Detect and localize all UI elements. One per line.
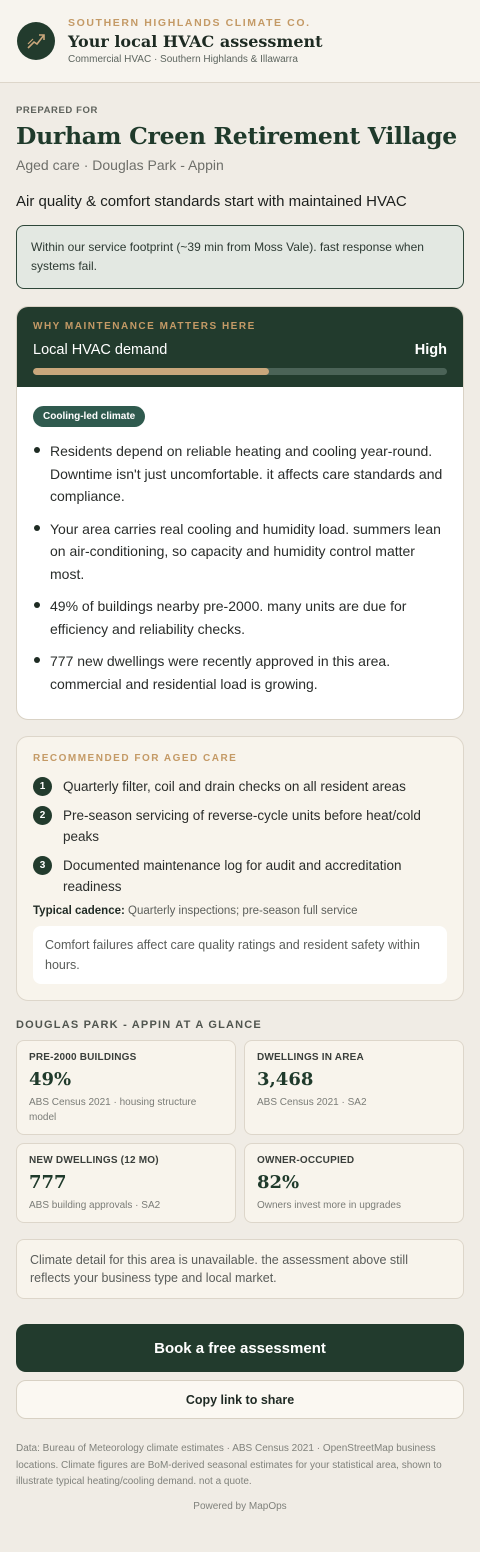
service-footprint-note: Within our service footprint (~39 min from Moss Vale). fast response when systems fail. (16, 225, 464, 289)
recommended-steps (33, 776, 447, 897)
demand-label: Local HVAC demand (33, 342, 168, 358)
climate-note: Climate detail for this area is unavailable. the assessment above still reflects your business type and local market. (16, 1239, 464, 1299)
stats-grid (16, 1040, 464, 1223)
why-bullets (33, 440, 447, 695)
main-content (0, 105, 480, 1512)
list-item: Your area carries real cooling and humidity load. summers lean on air-conditioning, so capacity and humidity control matter most. (33, 518, 447, 586)
bullet-icon (34, 447, 40, 453)
demand-level: High (414, 342, 447, 358)
step-number: 2 (33, 806, 52, 825)
client-meta: Aged care · Douglas Park - Appin (16, 157, 224, 173)
list-item: 3 Documented maintenance log for audit and accreditation readiness (33, 855, 447, 897)
list-item: 49% of buildings nearby pre-2000. many units are due for efficiency and reliability checks. (33, 595, 447, 640)
stat-card: NEW DWELLINGS (12 MO) 777 ABS building approvals · SA2 (16, 1143, 236, 1223)
bullet-icon (34, 525, 40, 531)
list-item: 777 new dwellings were recently approved in this area. commercial and residential load is growing. (33, 650, 447, 695)
list-item: 1 Quarterly filter, coil and drain checks on all resident areas (33, 776, 447, 797)
why-maintenance-card (16, 306, 464, 720)
list-item: 2 Pre-season servicing of reverse-cycle units before heat/cold peaks (33, 805, 447, 847)
rising-chart-icon (17, 22, 55, 60)
powered-by: Powered by MapOps (193, 1500, 287, 1512)
demand-row (33, 342, 447, 358)
stat-card: DWELLINGS IN AREA 3,468 ABS Census 2021 · SA2 (244, 1040, 464, 1135)
book-assessment-button[interactable]: Book a free assessment (16, 1324, 464, 1372)
brand-eyebrow: SOUTHERN HIGHLANDS CLIMATE CO. (68, 17, 311, 29)
step-number: 1 (33, 777, 52, 796)
app-header (0, 0, 480, 83)
why-eyebrow: WHY MAINTENANCE MATTERS HERE (33, 321, 256, 332)
recommended-note: Comfort failures affect care quality ratings and resident safety within hours. (33, 926, 447, 984)
why-card-body (17, 387, 463, 719)
brand-block (68, 17, 323, 65)
page-title: Your local HVAC assessment (68, 32, 323, 51)
prepared-for-label: PREPARED FOR (16, 105, 98, 116)
why-card-header (17, 307, 463, 387)
list-item: Residents depend on reliable heating and cooling year-round. Downtime isn't just uncomfortable. it affects care standards and compliance. (33, 440, 447, 508)
step-number: 3 (33, 856, 52, 875)
typical-cadence: Typical cadence: Quarterly inspections; pre-season full service (33, 905, 358, 917)
climate-tag: Cooling-led climate (33, 406, 145, 427)
brand-subtitle: Commercial HVAC · Southern Highlands & Illawarra (68, 54, 298, 65)
bullet-icon (34, 602, 40, 608)
recommended-card (16, 736, 464, 1001)
recommended-eyebrow: RECOMMENDED FOR AGED CARE (33, 753, 238, 764)
demand-bar (33, 368, 447, 375)
glance-title: DOUGLAS PARK - APPIN AT A GLANCE (16, 1019, 262, 1031)
copy-link-button[interactable]: Copy link to share (16, 1380, 464, 1419)
headline: Air quality & comfort standards start with maintained HVAC (16, 193, 407, 210)
demand-bar-fill (33, 368, 269, 375)
data-disclaimer: Data: Bureau of Meteorology climate estimates · ABS Census 2021 · OpenStreetMap business locations. Climate figures are BoM-derived seasonal estimates for your statistical area, shown to illustrate typical heating/cooling demand. not a quote. (16, 1443, 442, 1487)
stat-card: PRE-2000 BUILDINGS 49% ABS Census 2021 · housing structure model (16, 1040, 236, 1135)
client-name: Durham Creen Retirement Village (16, 122, 457, 150)
bullet-icon (34, 657, 40, 663)
stat-card: OWNER-OCCUPIED 82% Owners invest more in upgrades (244, 1143, 464, 1223)
